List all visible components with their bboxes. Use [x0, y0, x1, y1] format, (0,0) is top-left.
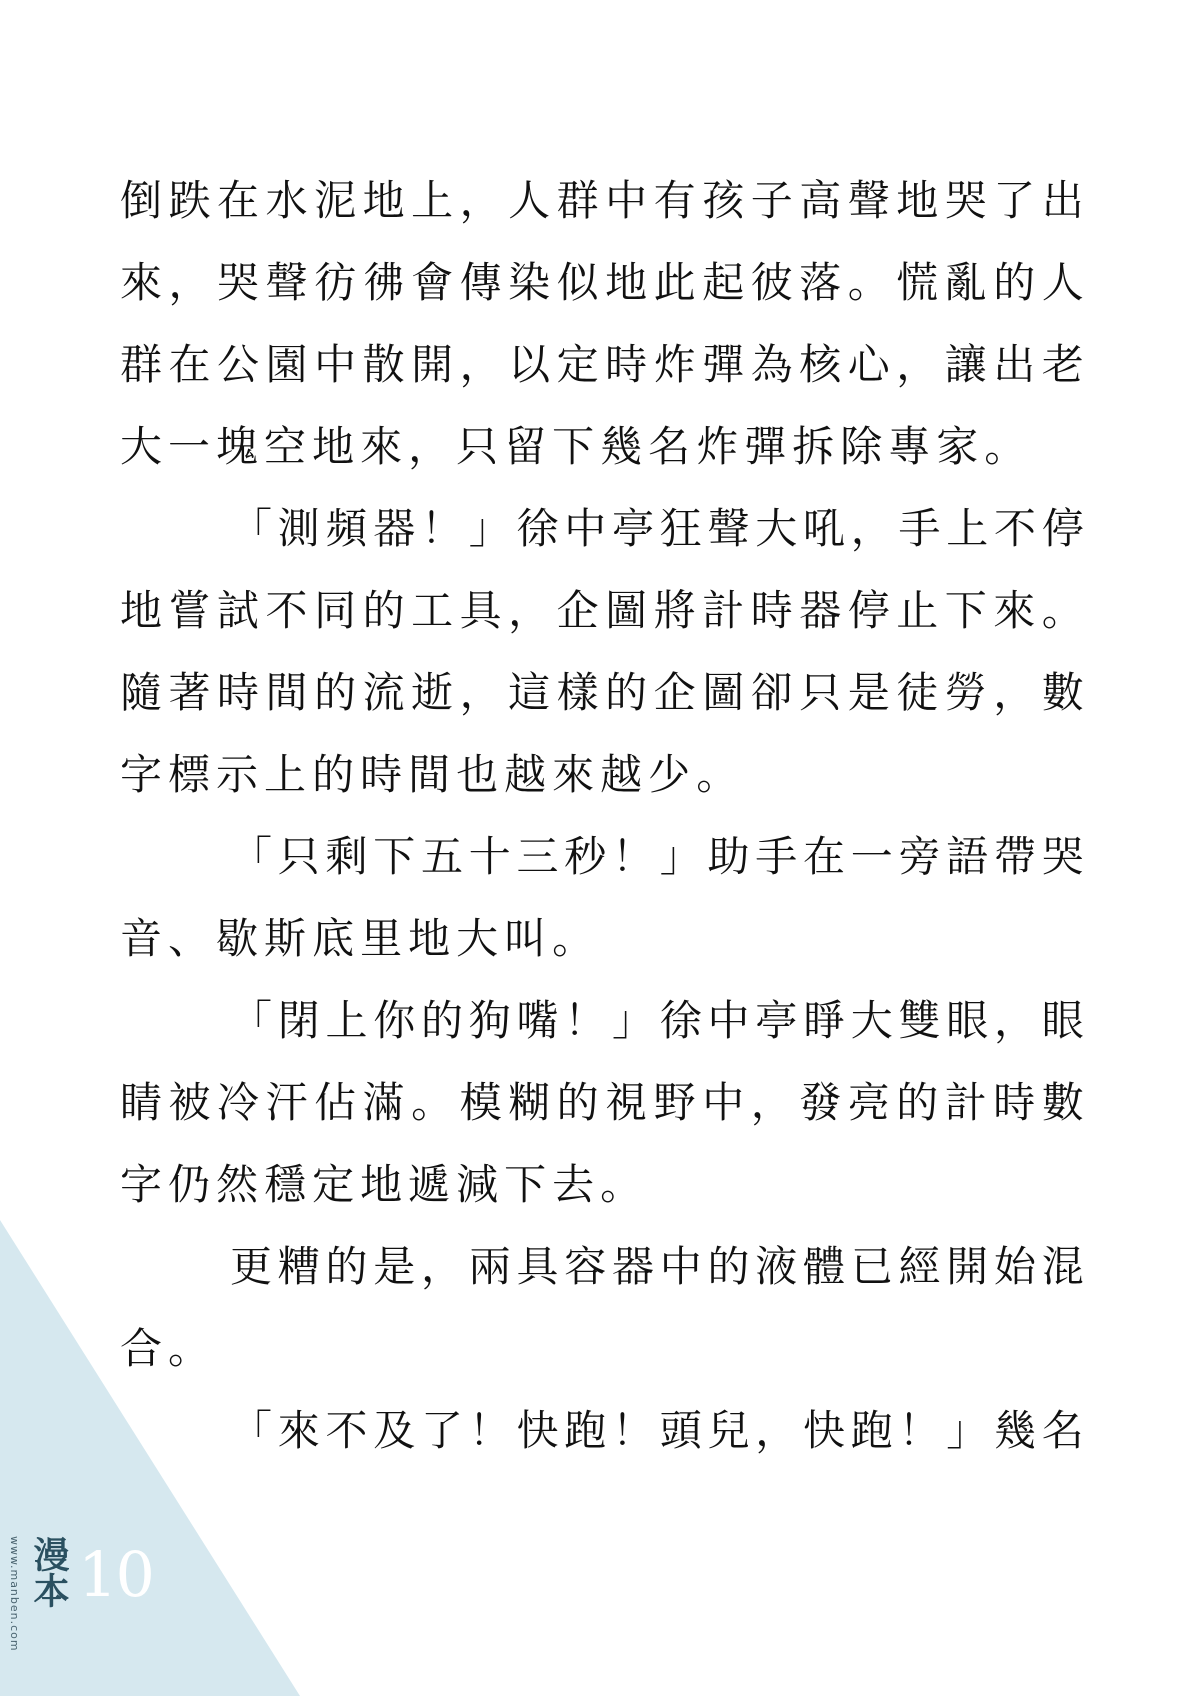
text-line: 睛 被 冷 汗 佔 滿 。 模 糊 的 視 野 中 ， 發 亮 的 計 時 數 — [120, 1078, 1084, 1127]
watermark — [6, 1536, 78, 1686]
text-line: 倒 跌 在 水 泥 地 上 ， 人 群 中 有 孩 子 高 聲 地 哭 了 出 — [120, 176, 1084, 225]
text-line: 地 嘗 試 不 同 的 工 具 ， 企 圖 將 計 時 器 停 止 下 來 。 — [120, 586, 1084, 635]
watermark-logo: 漫本 — [28, 1536, 69, 1608]
text-line: 「 來 不 及 了 ！ 快 跑 ！ 頭 兒 ， 快 跑 ！ 」 幾 名 — [230, 1406, 1084, 1455]
text-line: 「 只 剩 下 五 十 三 秒 ！ 」 助 手 在 一 旁 語 帶 哭 — [230, 832, 1084, 881]
text-line: 群 在 公 園 中 散 開 ， 以 定 時 炸 彈 為 核 心 ， 讓 出 老 — [120, 340, 1084, 389]
text-line: 「 閉 上 你 的 狗 嘴 ！ 」 徐 中 亭 睜 大 雙 眼 ， 眼 — [230, 996, 1084, 1045]
text-line: 隨 著 時 間 的 流 逝 ， 這 樣 的 企 圖 卻 只 是 徒 勞 ， 數 — [120, 668, 1084, 717]
text-line: 「 測 頻 器 ！ 」 徐 中 亭 狂 聲 大 吼 ， 手 上 不 停 — [230, 504, 1084, 553]
page-number: 10 — [78, 1538, 153, 1611]
text-line: 音 、 歇 斯 底 里 地 大 叫 。 — [120, 914, 601, 963]
text-line: 更 糟 的 是 ， 兩 具 容 器 中 的 液 體 已 經 開 始 混 — [230, 1242, 1084, 1291]
body-text — [120, 160, 1084, 1472]
text-line: 來 ， 哭 聲 彷 彿 會 傳 染 似 地 此 起 彼 落 。 慌 亂 的 人 — [120, 258, 1084, 307]
text-line: 大 一 塊 空 地 來 ， 只 留 下 幾 名 炸 彈 拆 除 專 家 。 — [120, 422, 1033, 471]
text-line: 字 標 示 上 的 時 間 也 越 來 越 少 。 — [120, 750, 745, 799]
text-line: 字 仍 然 穩 定 地 遞 減 下 去 。 — [120, 1160, 649, 1209]
watermark-url: www.manben.com — [8, 1536, 21, 1652]
text-line: 合 。 — [120, 1324, 217, 1373]
